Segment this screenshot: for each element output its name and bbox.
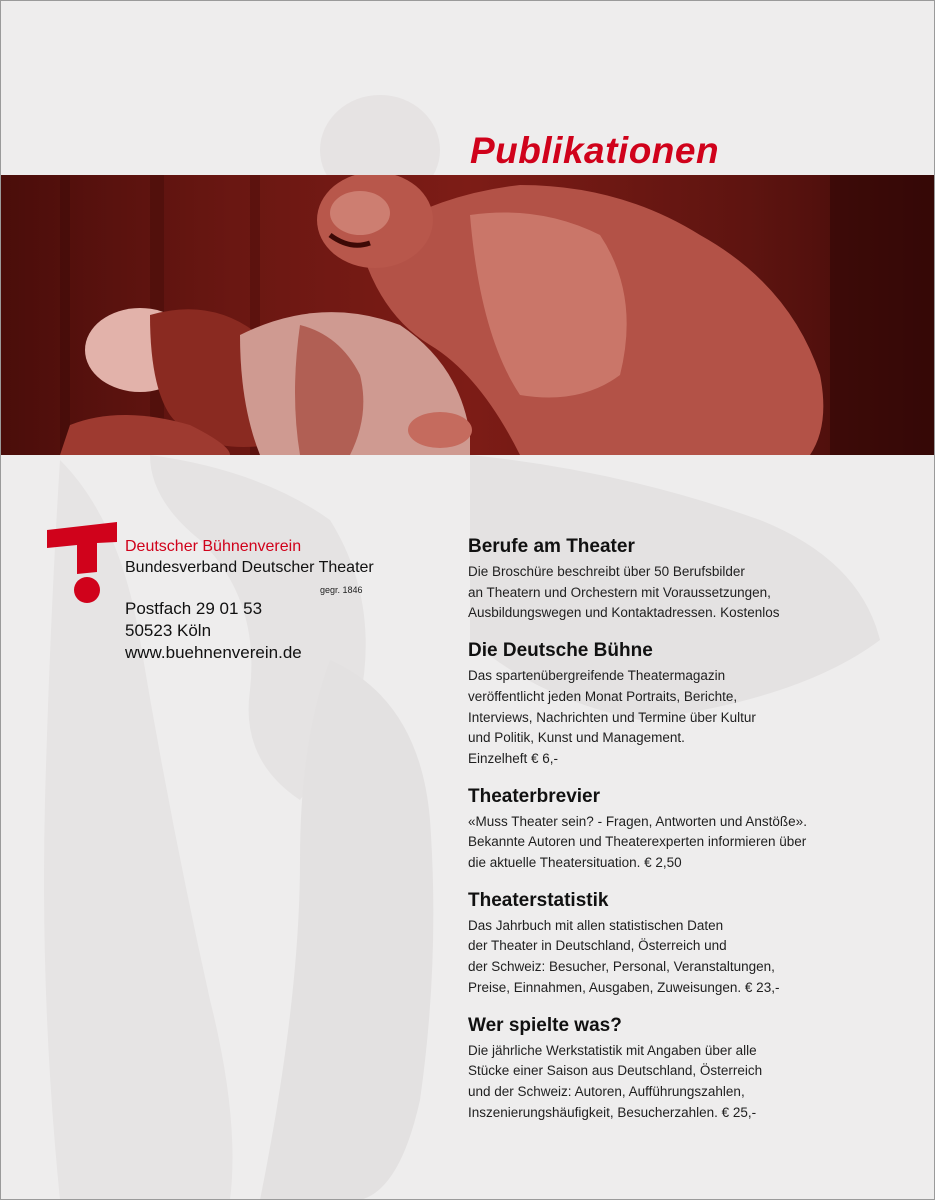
publication-text-line: Das Jahrbuch mit allen statistischen Daten bbox=[468, 917, 724, 933]
postbox-line: Postfach 29 01 53 bbox=[125, 599, 263, 618]
organization-name: Deutscher Bühnenverein bbox=[125, 538, 302, 555]
publication-text-line: Die jährliche Werkstatistik mit Angaben über alle bbox=[468, 1042, 757, 1058]
publication-text-line: Die Broschüre beschreibt über 50 Berufsbilder bbox=[468, 564, 745, 579]
publication-heading: Theaterstatistik bbox=[468, 889, 609, 911]
publication-text-line: und der Schweiz: Autoren, Aufführungszahlen, bbox=[468, 1083, 745, 1099]
publication-item bbox=[468, 640, 908, 770]
organization-subtitle: Bundesverband Deutscher Theater bbox=[125, 559, 374, 576]
website-link[interactable]: www.buehnenverein.de bbox=[125, 643, 302, 662]
publication-heading: Wer spielte was? bbox=[468, 1014, 622, 1036]
publication-text-line: Bekannte Autoren und Theaterexperten informieren über bbox=[468, 834, 807, 850]
publication-text-line: der Theater in Deutschland, Österreich und bbox=[468, 938, 727, 954]
buehnenverein-logo-icon bbox=[47, 522, 117, 606]
publication-text-line: Inszenierungshäufigkeit, Besucherzahlen. € 25,- bbox=[468, 1104, 757, 1120]
contact-address bbox=[125, 598, 302, 664]
publication-text-line: veröffentlicht jeden Monat Portraits, Berichte, bbox=[468, 688, 738, 704]
publication-item bbox=[468, 786, 908, 874]
publication-heading: Theaterbrevier bbox=[468, 785, 601, 807]
publication-heading: Berufe am Theater bbox=[468, 536, 635, 557]
founded-note: gegr. 1846 bbox=[320, 585, 363, 595]
publication-text-line: Das spartenübergreifende Theatermagazin bbox=[468, 668, 726, 684]
publication-text-line: «Muss Theater sein? - Fragen, Antworten und Anstöße». bbox=[468, 813, 807, 829]
publication-text-line: Interviews, Nachrichten und Termine über Kultur bbox=[468, 709, 756, 725]
stage-photo-band bbox=[0, 175, 935, 455]
publication-item bbox=[468, 1015, 908, 1124]
city-line: 50523 Köln bbox=[125, 621, 212, 640]
publication-text-line: und Politik, Kunst und Management. bbox=[468, 730, 685, 746]
publication-text-line: Stücke einer Saison aus Deutschland, Österreich bbox=[468, 1063, 763, 1079]
publication-heading: Die Deutsche Bühne bbox=[468, 640, 653, 662]
publication-item bbox=[468, 536, 908, 624]
publication-text-line: Preise, Einnahmen, Ausgaben, Zuweisungen. € 23,- bbox=[468, 979, 780, 995]
publication-item bbox=[468, 890, 908, 999]
page-title: Publikationen bbox=[470, 130, 720, 171]
publication-price-line: Einzelheft € 6,- bbox=[468, 750, 559, 766]
publication-text-line: Ausbildungswegen und Kontaktadressen. Kostenlos bbox=[468, 605, 780, 621]
publication-text-line: der Schweiz: Besucher, Personal, Veranstaltungen, bbox=[468, 959, 775, 975]
publication-text-line: an Theatern und Orchestern mit Voraussetzungen, bbox=[468, 584, 771, 600]
stage-photo-illustration bbox=[0, 175, 935, 455]
publication-list bbox=[468, 536, 908, 1139]
publication-text-line: die aktuelle Theatersituation. € 2,50 bbox=[468, 855, 682, 871]
